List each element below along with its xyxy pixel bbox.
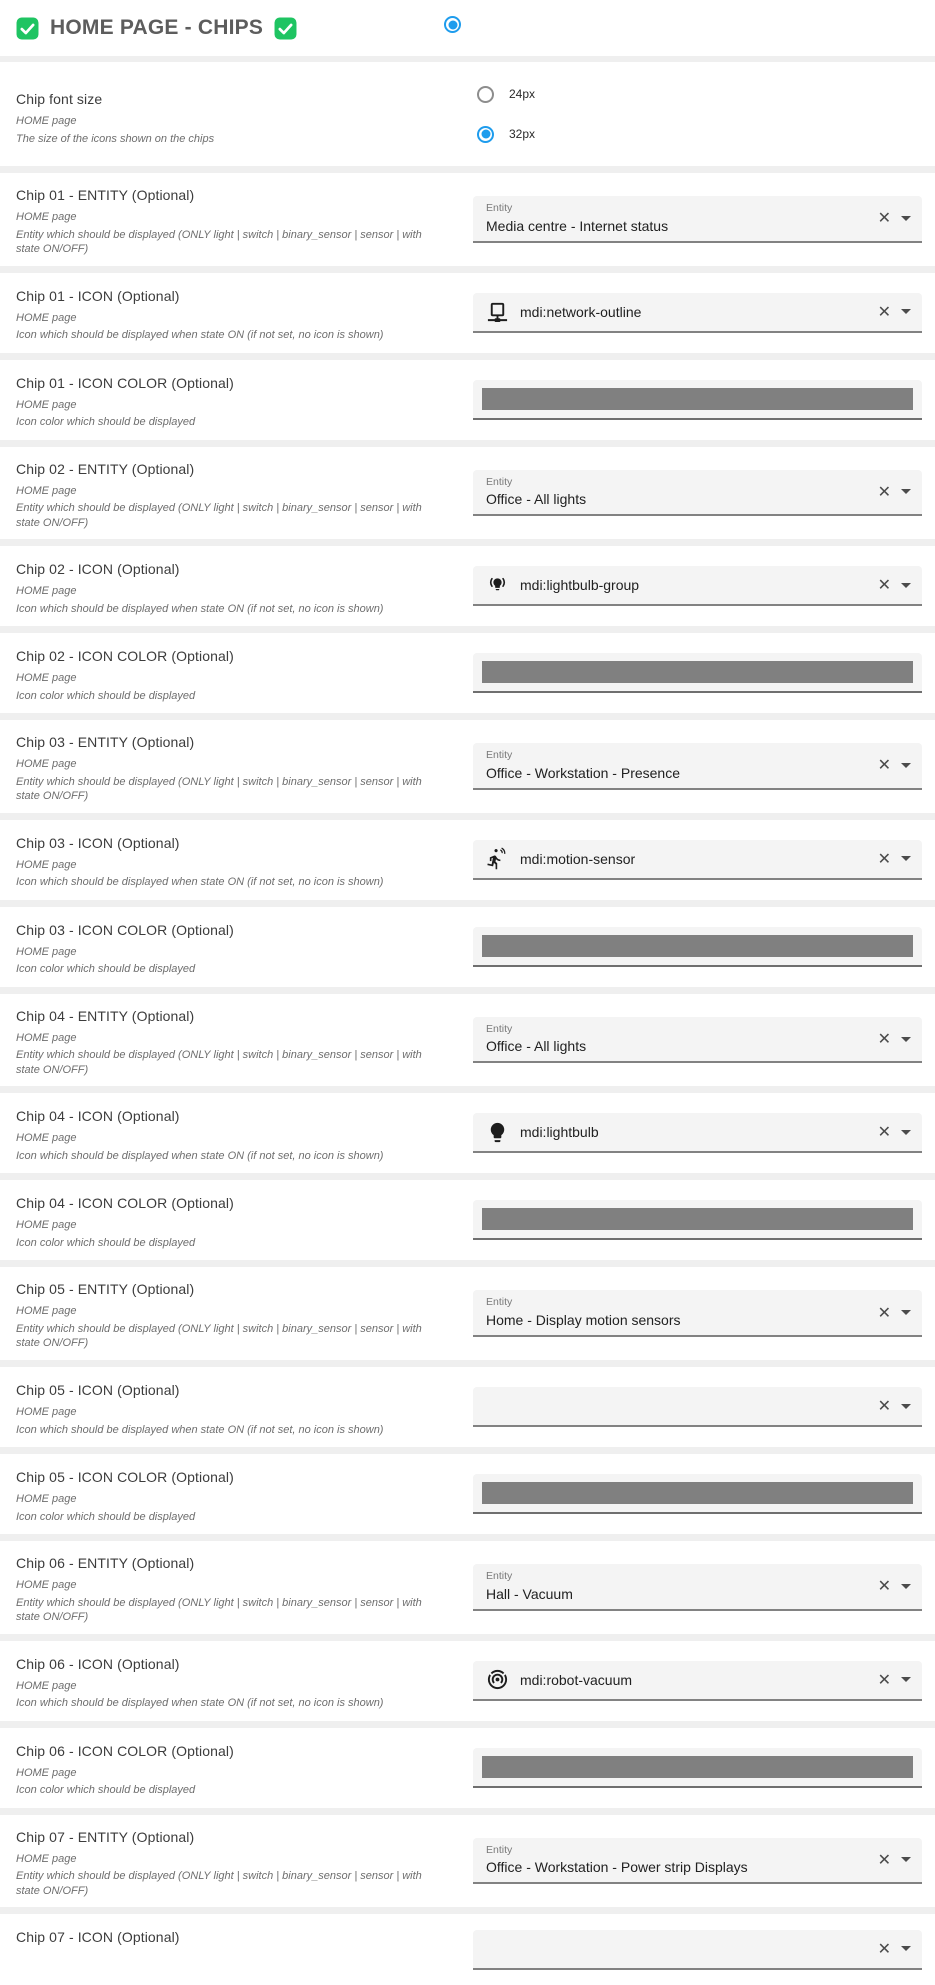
- row-label: Chip 02 - ICON COLOR (Optional): [16, 648, 234, 665]
- page-header: [0, 0, 935, 56]
- chevron-down-icon[interactable]: [901, 583, 911, 588]
- clear-icon[interactable]: ✕: [877, 1938, 891, 1958]
- color-picker-field[interactable]: [473, 653, 922, 693]
- row-description: Icon which should be displayed when state ON (if not set, no icon is shown): [16, 329, 384, 342]
- setting-description: The size of the icons shown on the chips: [16, 132, 215, 145]
- clear-icon[interactable]: ✕: [877, 1576, 891, 1596]
- row-description: Entity which should be displayed (ONLY light | switch | binary_sensor | sensor | with state ON/OFF): [16, 502, 422, 529]
- clear-icon[interactable]: ✕: [877, 848, 891, 868]
- color-picker-field[interactable]: [473, 1474, 922, 1514]
- row-description: Icon color which should be displayed: [16, 1784, 196, 1797]
- row-label: Chip 04 - ICON (Optional): [16, 1108, 180, 1125]
- row-label: Chip 01 - ICON COLOR (Optional): [16, 374, 234, 391]
- config-row: [0, 173, 935, 266]
- config-row: [0, 1267, 935, 1360]
- chevron-down-icon[interactable]: [901, 856, 911, 861]
- page-title: HOME PAGE - CHIPS: [50, 16, 264, 39]
- row-label: Chip 03 - ICON COLOR (Optional): [16, 921, 234, 938]
- clear-icon[interactable]: ✕: [877, 1669, 891, 1689]
- icon-select-field[interactable]: [473, 566, 922, 606]
- icon-select-field[interactable]: [473, 1930, 922, 1970]
- row-description: Icon which should be displayed when state ON (if not set, no icon is shown): [16, 1697, 384, 1710]
- config-row: [0, 1815, 935, 1908]
- row-context: HOME page: [16, 672, 77, 685]
- row-context: HOME page: [16, 311, 77, 324]
- row-label: Chip 05 - ICON COLOR (Optional): [16, 1469, 234, 1486]
- chevron-down-icon[interactable]: [901, 1857, 911, 1862]
- row-context: HOME page: [16, 211, 77, 223]
- field-floating-label: Entity: [486, 1296, 513, 1309]
- config-row: [0, 1541, 935, 1634]
- row-context: HOME page: [16, 1679, 77, 1692]
- field-value: Office - Workstation - Presence: [486, 764, 680, 781]
- row-label: Chip 06 - ENTITY (Optional): [16, 1555, 195, 1572]
- radio-24px[interactable]: [477, 86, 494, 103]
- field-value: mdi:robot-vacuum: [520, 1671, 633, 1688]
- lightbulb-group-icon: [486, 574, 509, 597]
- setting-context: HOME page: [16, 115, 77, 127]
- row-label: Chip 03 - ENTITY (Optional): [16, 734, 195, 751]
- radio-24px-label: 24px: [509, 87, 536, 101]
- config-row: [0, 994, 935, 1087]
- color-picker-field[interactable]: [473, 380, 922, 420]
- color-swatch[interactable]: [482, 935, 913, 957]
- color-picker-field[interactable]: [473, 927, 922, 967]
- chevron-down-icon[interactable]: [901, 1404, 911, 1409]
- row-context: HOME page: [16, 1132, 77, 1145]
- row-label: Chip 01 - ICON (Optional): [16, 287, 180, 304]
- chip-rows: [0, 173, 935, 1985]
- row-label: Chip 07 - ICON (Optional): [16, 1929, 180, 1946]
- field-floating-label: Entity: [486, 1843, 513, 1856]
- config-row: [0, 1180, 935, 1260]
- field-value: Office - Workstation - Power strip Displays: [486, 1859, 748, 1876]
- row-description: Entity which should be displayed (ONLY light | switch | binary_sensor | sensor | with state ON/OFF): [16, 1596, 422, 1624]
- color-swatch[interactable]: [482, 661, 913, 683]
- field-value: Home - Display motion sensors: [486, 1312, 681, 1328]
- row-context: HOME page: [16, 1493, 77, 1506]
- clear-icon[interactable]: ✕: [877, 301, 891, 321]
- row-context: HOME page: [16, 1766, 77, 1779]
- config-row: [0, 1914, 935, 1985]
- row-label: Chip 01 - ENTITY (Optional): [16, 187, 195, 203]
- row-description: Entity which should be displayed (ONLY light | switch | binary_sensor | sensor | with state ON/OFF): [16, 1049, 422, 1076]
- clear-icon[interactable]: ✕: [877, 1122, 891, 1142]
- entity-select-field[interactable]: [473, 1290, 922, 1337]
- radio-option-24px[interactable]: [477, 74, 535, 114]
- chevron-down-icon[interactable]: [901, 489, 911, 494]
- clear-icon[interactable]: ✕: [877, 575, 891, 595]
- entity-select-field[interactable]: [473, 1838, 922, 1885]
- config-row: [0, 273, 935, 353]
- icon-select-field[interactable]: [473, 1387, 922, 1427]
- field-value: Hall - Vacuum: [486, 1585, 573, 1602]
- radio-32px[interactable]: [477, 126, 494, 143]
- color-swatch[interactable]: [482, 1756, 913, 1778]
- config-row: [0, 546, 935, 626]
- row-label: Chip 04 - ENTITY (Optional): [16, 1007, 195, 1024]
- icon-select-field[interactable]: [473, 293, 922, 333]
- row-description: Icon color which should be displayed: [16, 1236, 196, 1249]
- row-context: HOME page: [16, 1031, 77, 1044]
- color-picker-field[interactable]: [473, 1200, 922, 1240]
- config-row: [0, 1093, 935, 1173]
- radio-option-32px[interactable]: [477, 114, 535, 154]
- row-context: HOME page: [16, 945, 77, 958]
- row-label: Chip 05 - ICON (Optional): [16, 1381, 180, 1398]
- clear-icon[interactable]: ✕: [877, 755, 891, 775]
- chevron-down-icon[interactable]: [901, 1584, 911, 1589]
- config-row: [0, 633, 935, 713]
- clear-icon[interactable]: ✕: [877, 1396, 891, 1415]
- row-description: Icon which should be displayed when state ON (if not set, no icon is shown): [16, 602, 384, 615]
- chevron-down-icon[interactable]: [901, 1946, 911, 1951]
- row-context: HOME page: [16, 484, 77, 497]
- row-context: HOME page: [16, 858, 77, 871]
- color-swatch[interactable]: [482, 1482, 913, 1504]
- chevron-down-icon[interactable]: [901, 309, 911, 314]
- icon-select-field[interactable]: [473, 1661, 922, 1701]
- row-description: Icon color which should be displayed: [16, 416, 196, 429]
- field-floating-label: Entity: [486, 1570, 513, 1583]
- row-label: Chip 02 - ICON (Optional): [16, 561, 180, 578]
- icon-select-field[interactable]: [473, 1113, 922, 1153]
- field-floating-label: Entity: [486, 475, 513, 488]
- entity-select-field[interactable]: [473, 1017, 922, 1064]
- row-context: HOME page: [16, 758, 77, 771]
- check-mark-green-icon: [16, 17, 39, 40]
- lightbulb-icon: [486, 1121, 509, 1144]
- row-label: Chip 05 - ENTITY (Optional): [16, 1281, 195, 1298]
- check-mark-green-icon: [274, 17, 297, 40]
- field-value: mdi:lightbulb: [520, 1124, 599, 1141]
- entity-select-field[interactable]: [473, 196, 922, 243]
- field-value: Office - All lights: [486, 491, 587, 508]
- row-label: Chip 07 - ENTITY (Optional): [16, 1828, 195, 1845]
- row-label: Chip 04 - ICON COLOR (Optional): [16, 1195, 234, 1212]
- network-outline-icon: [486, 300, 509, 323]
- robot-vacuum-icon: [486, 1668, 509, 1691]
- color-picker-field[interactable]: [473, 1748, 922, 1788]
- row-context: HOME page: [16, 1852, 77, 1865]
- field-value: mdi:network-outline: [520, 303, 642, 320]
- row-description: Icon which should be displayed when state ON (if not set, no icon is shown): [16, 1149, 384, 1162]
- field-value: Office - All lights: [486, 1038, 587, 1055]
- row-context: HOME page: [16, 1405, 77, 1418]
- chevron-down-icon[interactable]: [901, 763, 911, 768]
- row-label: Chip 03 - ICON (Optional): [16, 834, 180, 851]
- motion-sensor-icon: [486, 847, 509, 870]
- row-description: Icon which should be displayed when state ON (if not set, no icon is shown): [16, 1423, 384, 1436]
- chevron-down-icon[interactable]: [901, 1130, 911, 1135]
- entity-select-field[interactable]: [473, 743, 922, 790]
- font-size-radio-group: [477, 74, 535, 154]
- chip-font-size-setting: [0, 62, 935, 166]
- chevron-down-icon[interactable]: [901, 216, 911, 221]
- config-row: [0, 907, 935, 987]
- row-context: HOME page: [16, 1305, 77, 1318]
- row-description: Icon which should be displayed when state ON (if not set, no icon is shown): [16, 876, 384, 889]
- clear-icon[interactable]: ✕: [877, 1302, 891, 1322]
- row-context: HOME page: [16, 398, 77, 411]
- row-context: HOME page: [16, 585, 77, 598]
- row-description: Entity which should be displayed (ONLY light | switch | binary_sensor | sensor | with state ON/OFF): [16, 1322, 422, 1350]
- config-row: [0, 447, 935, 540]
- config-row: [0, 1728, 935, 1808]
- config-row: [0, 820, 935, 900]
- entity-select-field[interactable]: [473, 1564, 922, 1611]
- config-row: [0, 1641, 935, 1721]
- row-description: Entity which should be displayed (ONLY light | switch | binary_sensor | sensor | with state ON/OFF): [16, 775, 422, 803]
- row-description: Entity which should be displayed (ONLY light | switch | binary_sensor | sensor | with state ON/OFF): [16, 1870, 422, 1897]
- field-value: Media centre - Internet status: [486, 217, 669, 234]
- chevron-down-icon[interactable]: [901, 1677, 911, 1682]
- field-floating-label: Entity: [486, 201, 513, 214]
- row-context: HOME page: [16, 1219, 77, 1232]
- row-label: Chip 06 - ICON (Optional): [16, 1655, 180, 1672]
- entity-select-field[interactable]: [473, 470, 922, 517]
- color-swatch[interactable]: [482, 1208, 913, 1230]
- icon-select-field[interactable]: [473, 840, 922, 880]
- clear-icon[interactable]: ✕: [877, 1029, 891, 1049]
- clear-icon[interactable]: ✕: [877, 481, 891, 501]
- field-floating-label: Entity: [486, 749, 513, 762]
- config-row: [0, 1367, 935, 1447]
- chevron-down-icon[interactable]: [901, 1310, 911, 1315]
- clear-icon[interactable]: ✕: [877, 208, 891, 228]
- config-row: [0, 1454, 935, 1534]
- clear-icon[interactable]: ✕: [877, 1849, 891, 1869]
- config-row: [0, 720, 935, 813]
- row-description: Icon color which should be displayed: [16, 1510, 196, 1523]
- field-value: mdi:lightbulb-group: [520, 577, 640, 594]
- chevron-down-icon[interactable]: [901, 1037, 911, 1042]
- row-description: Icon color which should be displayed: [16, 963, 196, 976]
- config-row: [0, 360, 935, 440]
- row-description: Icon color which should be displayed: [16, 689, 196, 702]
- setting-label: Chip font size: [16, 91, 103, 107]
- row-label: Chip 06 - ICON COLOR (Optional): [16, 1742, 234, 1759]
- radio-32px-label: 32px: [509, 127, 536, 141]
- field-value: mdi:motion-sensor: [520, 850, 636, 867]
- color-swatch[interactable]: [482, 388, 913, 410]
- row-context: HOME page: [16, 1579, 77, 1592]
- row-description: Entity which should be displayed (ONLY light | switch | binary_sensor | sensor | with state ON/OFF): [16, 228, 422, 256]
- field-floating-label: Entity: [486, 1022, 513, 1035]
- header-radio[interactable]: [444, 16, 461, 33]
- row-label: Chip 02 - ENTITY (Optional): [16, 460, 195, 477]
